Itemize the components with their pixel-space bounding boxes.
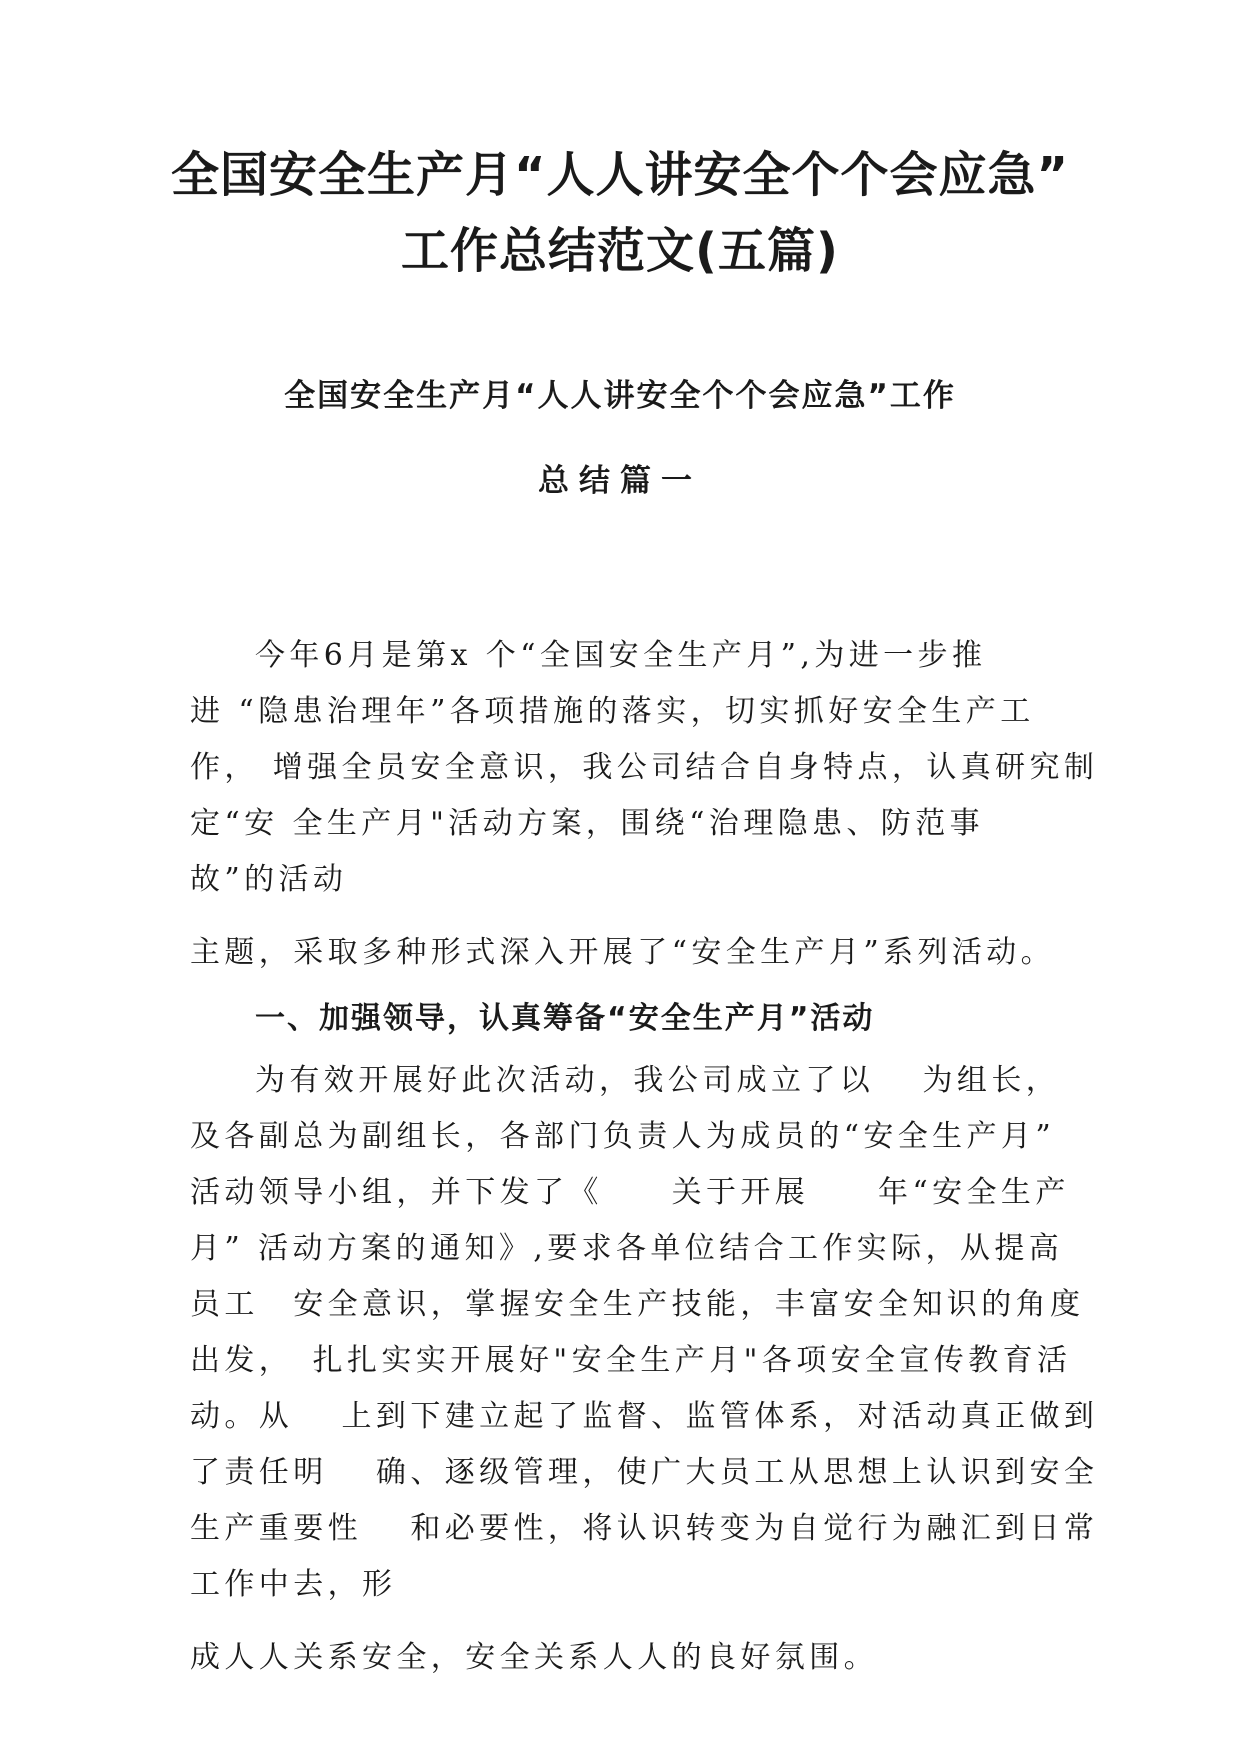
paragraph-1-line: 定“安 全生产月"活动方案，围绕“治理隐患、防范事	[190, 806, 985, 841]
paragraph-2-line: 出发， 扎扎实实开展好"安全生产月"各项安全宣传教育活	[190, 1343, 1072, 1378]
paragraph-2-line: 工作中去，形	[190, 1567, 397, 1602]
paragraph-2-tail: 成人人关系安全，安全关系人人的良好氛围。	[190, 1640, 878, 1675]
section-title-line-1: 全国安全生产月“人人讲安全个个会应急”工作	[284, 378, 956, 414]
paragraph-2-line: 及各副总为副组长，各部门负责人为成员的“安全生产月”	[190, 1119, 1056, 1154]
section-1-heading: 一、加强领导，认真筹备“安全生产月”活动	[255, 1001, 875, 1036]
section-title-line-2: 总结篇一	[538, 463, 702, 499]
paragraph-1-line: 故”的活动	[190, 862, 348, 897]
paragraph-1-tail: 主题，采取多种形式深入开展了“安全生产月”系列活动。	[190, 935, 1056, 970]
paragraph-1-line: 作， 增强全员安全意识，我公司结合自身特点，认真研究制	[190, 750, 1099, 785]
paragraph-2-line: 生产重要性 和必要性，将认识转变为自觉行为融汇到日常	[190, 1511, 1099, 1546]
paragraph-2-line: 活动领导小组，并下发了《 关于开展 年“安全生产	[190, 1175, 1070, 1210]
document-title-line-1: 全国安全生产月“人人讲安全个个会应急”	[170, 147, 1070, 203]
paragraph-2-line: 了责任明 确、逐级管理，使广大员工从思想上认识到安全	[190, 1455, 1099, 1490]
paragraph-1-line: 进 “隐患治理年”各项措施的落实，切实抓好安全生产工	[190, 694, 1035, 729]
paragraph-2-line: 月” 活动方案的通知》,要求各单位结合工作实际，从提高	[190, 1231, 1064, 1266]
paragraph-2-line: 为有效开展好此次活动，我公司成立了以 为组长，	[255, 1063, 1061, 1098]
paragraph-2-line: 员工 安全意识，掌握安全生产技能，丰富安全知识的角度	[190, 1287, 1085, 1322]
paragraph-1-line: 今年6月是第x 个“全国安全生产月”,为进一步推	[255, 638, 987, 673]
document-title-line-2: 工作总结范文(五篇)	[401, 223, 839, 279]
paragraph-2-line: 动。从 上到下建立起了监督、监管体系，对活动真正做到	[190, 1399, 1099, 1434]
